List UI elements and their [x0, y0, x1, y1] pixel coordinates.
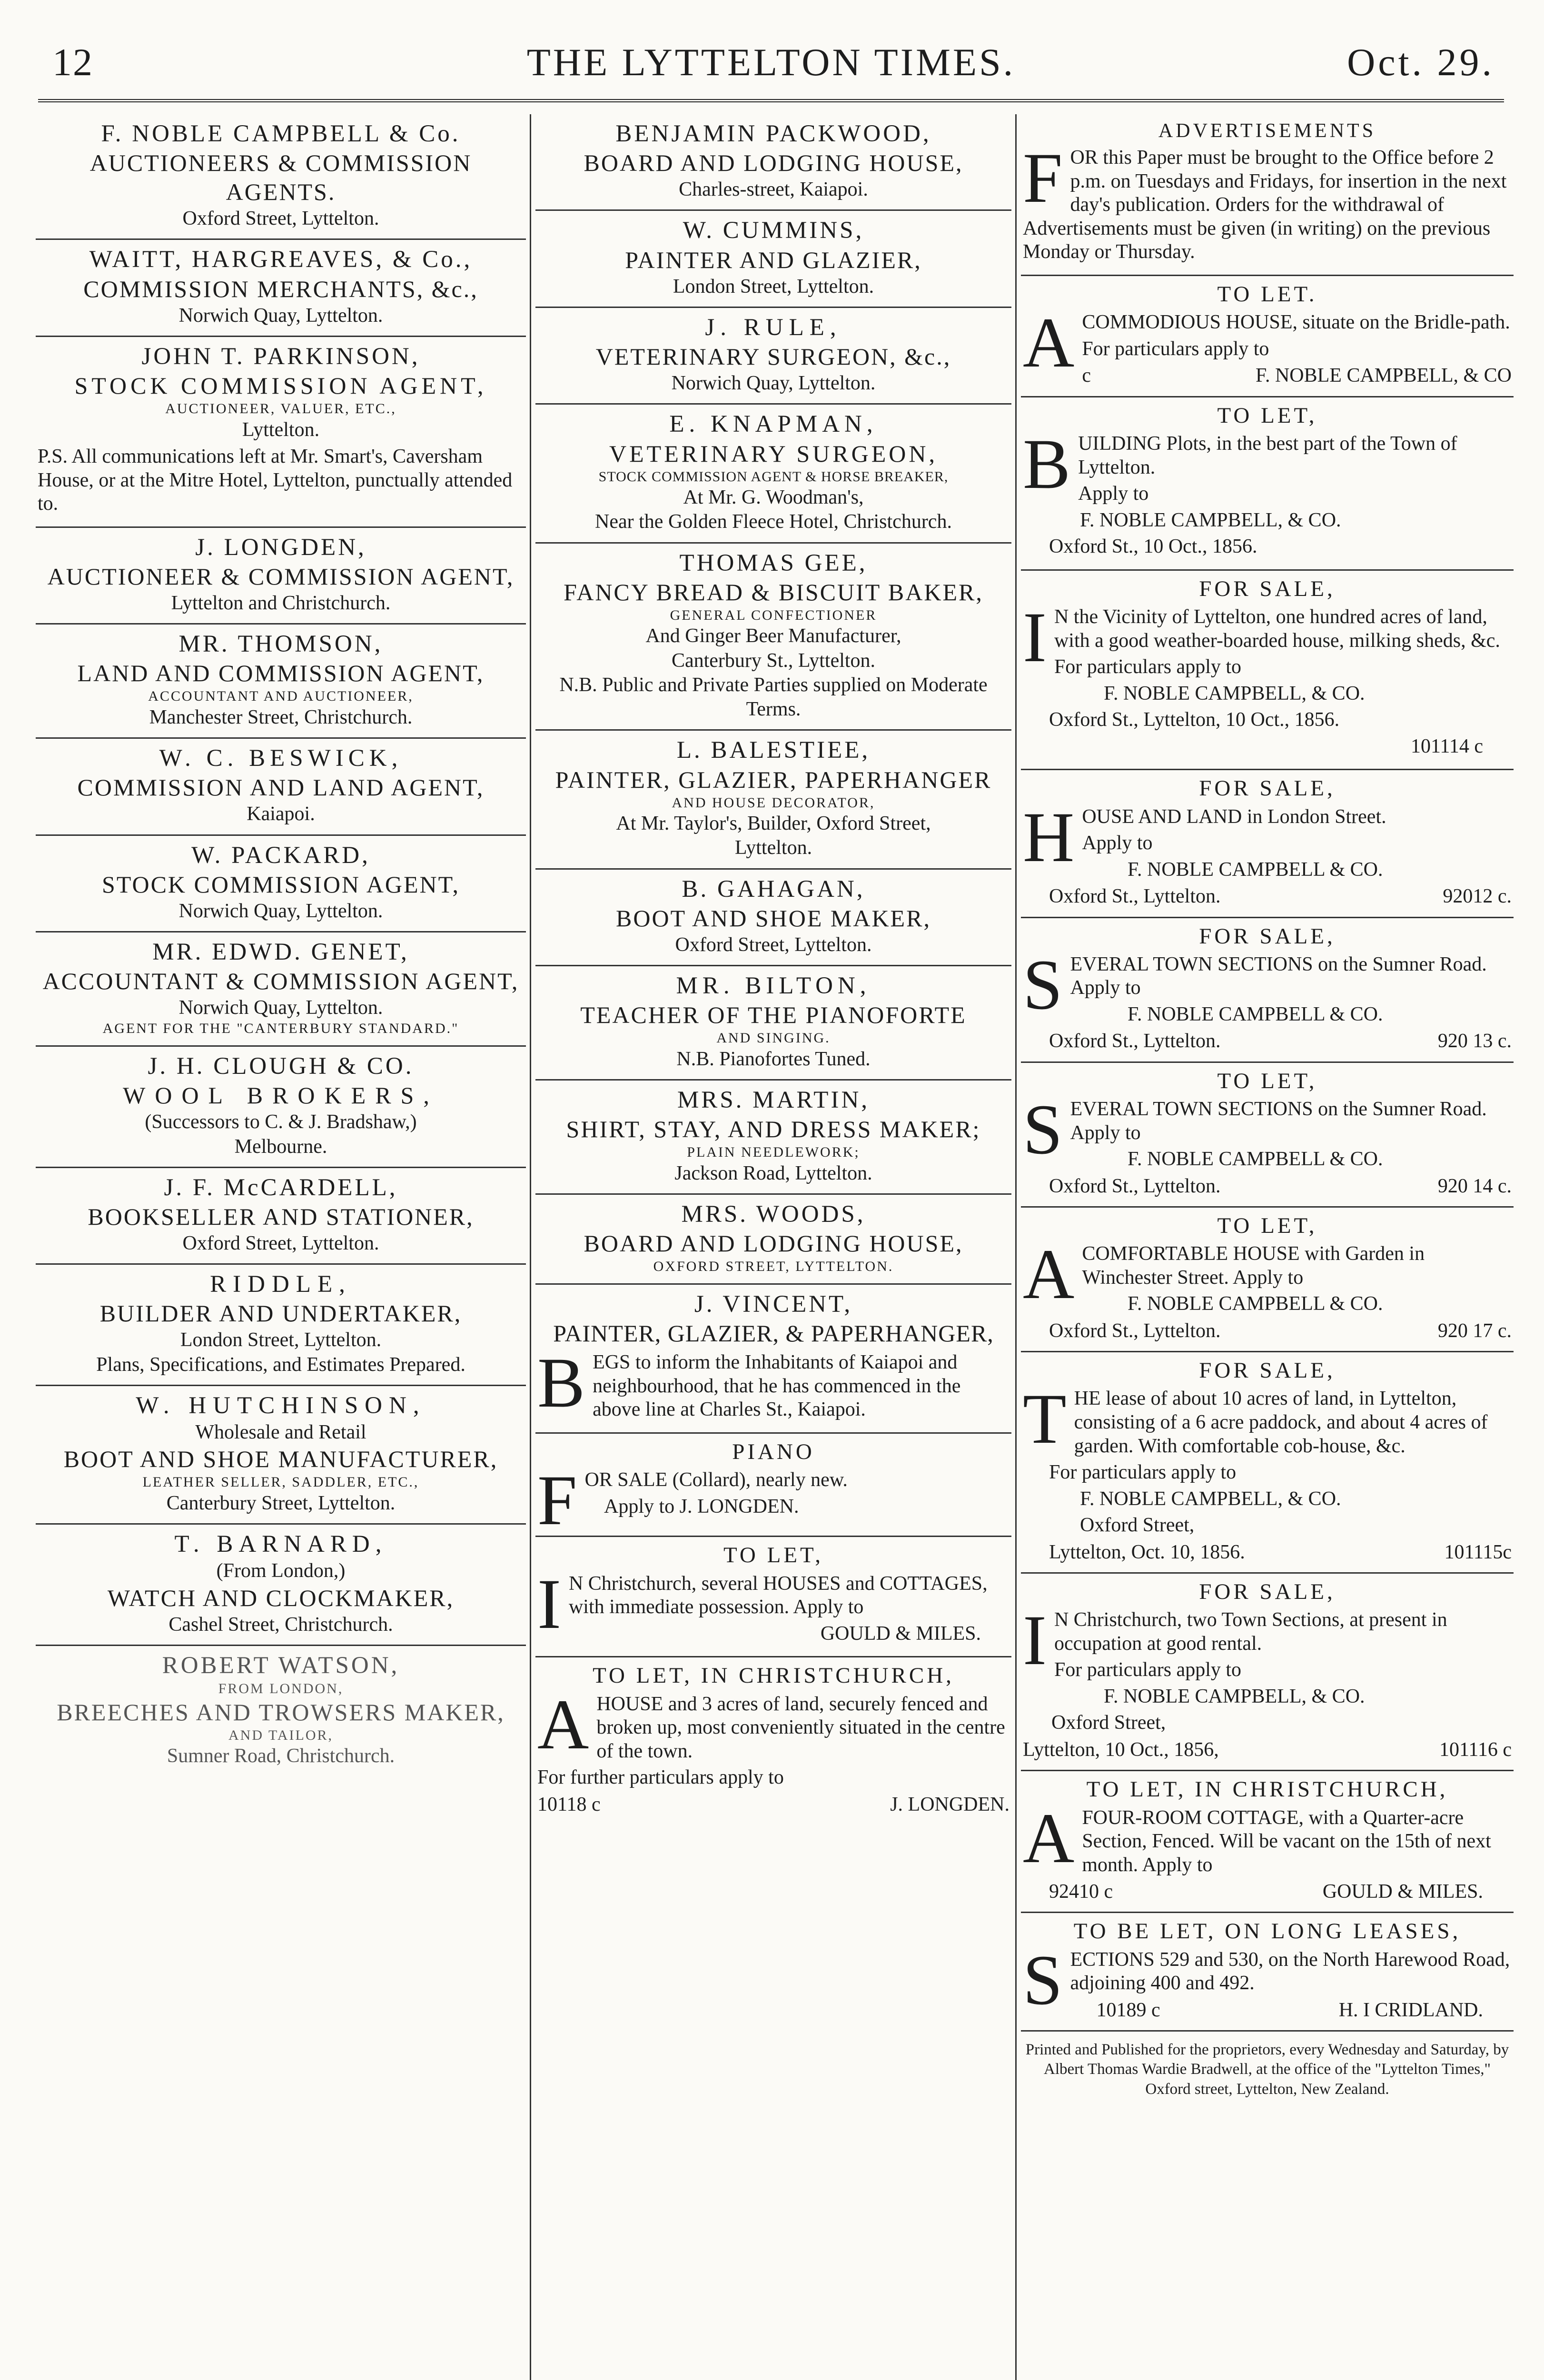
ad-address: Lyttelton, Oct. 10, 1856.	[1049, 1541, 1245, 1563]
column-2	[535, 114, 1011, 2380]
ad-signature: GOULD & MILES.	[1322, 1881, 1483, 1903]
ad-advertisements-notice	[1021, 114, 1514, 276]
ad-reference: 101115c	[1444, 1541, 1512, 1563]
ad-cummins	[535, 211, 1011, 307]
ad-trade: BOOT AND SHOE MAKER,	[616, 904, 931, 932]
ad-trade: BREECHES AND TROWSERS MAKER,	[57, 1698, 505, 1726]
ad-trade: COMMISSION MERCHANTS, &c.,	[83, 275, 478, 302]
ad-name: W. C. BESWICK,	[159, 745, 403, 772]
ad-hutchinson	[36, 1386, 526, 1525]
ad-11	[1021, 1913, 1514, 2032]
ad-signature: F. NOBLE CAMPBELL & CO.	[1128, 1293, 1383, 1315]
ad-trade: ACCOUNTANT & COMMISSION AGENT,	[42, 968, 519, 995]
ad-address: Sumner Road, Christchurch.	[167, 1745, 395, 1767]
ad-signature: F. NOBLE CAMPBELL, & CO	[1255, 365, 1512, 387]
ad-address: London Street, Lyttelton.	[673, 275, 874, 298]
ad-address: Near the Golden Fleece Hotel, Christchurch.	[595, 511, 952, 533]
ad-signature: F. NOBLE CAMPBELL & CO.	[1128, 1148, 1383, 1170]
ad-heading: FOR SALE,	[1199, 576, 1336, 601]
ad-longden	[36, 528, 526, 625]
ad-heading: FOR SALE,	[1199, 1358, 1336, 1383]
ad-signature: F. NOBLE CAMPBELL, & CO.	[1080, 1488, 1341, 1510]
ad-signature: GOULD & MILES.	[820, 1622, 981, 1645]
ad-trade: TEACHER OF THE PIANOFORTE	[580, 1002, 967, 1029]
ad-address: At Mr. G. Woodman's,	[683, 486, 864, 509]
ad-gee	[535, 544, 1011, 731]
drop-cap: S	[1023, 1090, 1063, 1170]
ad-name: L. BALESTIEE,	[676, 737, 871, 764]
ad-body: FOUR-ROOM COTTAGE, with a Quarter-acre Section, Fenced. Will be vacant on the 15th of next month. Apply to	[1082, 1806, 1491, 1876]
ad-address: Norwich Quay, Lyttelton.	[178, 304, 383, 327]
ad-address: Oxford St., Lyttelton.	[1049, 1175, 1221, 1197]
drop-cap: A	[1023, 303, 1075, 383]
ad-reference: 920 14 c.	[1437, 1175, 1512, 1197]
ad-watson	[36, 1646, 526, 1776]
ad-barnard	[36, 1525, 526, 1646]
ad-reference: 920 17 c.	[1437, 1319, 1512, 1342]
ad-riddle	[36, 1265, 526, 1386]
ad-trade: VETERINARY SURGEON, &c.,	[595, 343, 951, 370]
ad-address: Canterbury Street, Lyttelton.	[166, 1492, 396, 1514]
ad-address: Norwich Quay, Lyttelton.	[671, 372, 876, 395]
ad-7	[1021, 1208, 1514, 1352]
ad-name: MR. EDWD. GENET,	[152, 939, 409, 965]
ad-heading: TO LET,	[1217, 403, 1317, 428]
ad-gahagan	[535, 870, 1011, 966]
ad-heading: TO LET, IN CHRISTCHURCH,	[1086, 1777, 1448, 1802]
ad-1	[1021, 276, 1514, 397]
ad-signature: F. NOBLE CAMPBELL, & CO.	[1104, 682, 1365, 704]
imprint-footer: Printed and Published for the proprietors, every Wednesday and Saturday, by Albert Thomas Wardie Bradwell, at the office of the "Lyttelton Times," Oxford street, Lyttelton, New Zealand.	[1025, 2041, 1509, 2098]
ad-name: W. HUTCHINSON,	[136, 1392, 426, 1419]
ad-trade: LAND AND COMMISSION AGENT,	[77, 660, 485, 687]
ad-address: Melbourne.	[234, 1135, 327, 1158]
ad-subtitle: FROM LONDON,	[218, 1681, 344, 1697]
ad-name: J. LONGDEN,	[195, 534, 366, 561]
ad-heading: PIANO	[732, 1439, 815, 1464]
ad-trade: BOOT AND SHOE MANUFACTURER,	[63, 1446, 498, 1473]
column-divider	[530, 114, 531, 2380]
ad-4	[1021, 770, 1514, 918]
ad-address: Oxford St., 10 Oct., 1856.	[1049, 536, 1257, 558]
ad-name: F. NOBLE CAMPBELL & Co.	[101, 120, 461, 147]
ad-name: J. RULE,	[705, 314, 842, 341]
ad-campbell	[36, 114, 526, 240]
ad-address: Canterbury St., Lyttelton.	[671, 649, 876, 672]
issue-date: Oct. 29.	[1347, 40, 1495, 84]
ad-trade: BOARD AND LODGING HOUSE,	[584, 1230, 963, 1257]
drop-cap: H	[1023, 797, 1075, 877]
ad-contact: For particulars apply to	[1054, 656, 1242, 678]
ad-body: N Christchurch, two Town Sections, at present in occupation at good rental.	[1054, 1609, 1447, 1655]
ad-rule	[535, 308, 1011, 405]
ad-thomson	[36, 625, 526, 739]
ad-trade: COMMISSION AND LAND AGENT,	[77, 774, 485, 801]
ad-address: Lyttelton.	[734, 837, 812, 859]
ad-heading: FOR SALE,	[1199, 1579, 1336, 1604]
ad-note: N.B. Pianofortes Tuned.	[676, 1048, 871, 1070]
ad-clough	[36, 1047, 526, 1168]
newspaper-title: THE LYTTELTON TIMES.	[526, 40, 1016, 84]
drop-cap: S	[1023, 1940, 1063, 2020]
ad-reference: 920 13 c.	[1437, 1030, 1512, 1052]
header-rule	[38, 99, 1504, 102]
ad-subtitle: PLAIN NEEDLEWORK;	[687, 1144, 860, 1160]
ad-note: N.B. Public and Private Parties supplied on Moderate Terms.	[559, 674, 988, 721]
column-divider	[1015, 114, 1017, 2380]
ad-reference: 10118 c	[537, 1793, 601, 1815]
ad-10	[1021, 1771, 1514, 1913]
ad-name: B. GAHAGAN,	[682, 875, 865, 902]
ad-contact: For particulars apply to	[1054, 1659, 1242, 1681]
ad-name: E. KNAPMAN,	[669, 411, 878, 438]
ad-body: ECTIONS 529 and 530, on the North Harewood Road, adjoining 400 and 492.	[1070, 1948, 1510, 1994]
ad-body: EGS to inform the Inhabitants of Kaiapoi and neighbourhood, that he has commenced in the above line at Charles St., Kaiapoi.	[593, 1351, 961, 1421]
ad-body: OR SALE (Collard), nearly new.	[584, 1469, 848, 1491]
ad-address: Oxford Street,	[1080, 1514, 1195, 1537]
drop-cap: I	[1023, 1601, 1047, 1680]
ad-heading: TO LET.	[1217, 281, 1317, 307]
ad-piano	[535, 1434, 1011, 1540]
ad-trade: BOOKSELLER AND STATIONER,	[88, 1203, 474, 1230]
ad-reference: c	[1082, 365, 1091, 387]
ad-name: THOMAS GEE,	[679, 549, 868, 576]
ad-3	[1021, 571, 1514, 771]
ad-address: Norwich Quay, Lyttelton.	[178, 900, 383, 922]
ad-address: Kaiapoi.	[247, 803, 315, 825]
ad-reference: 101116 c	[1439, 1739, 1512, 1761]
ad-contact: For particulars apply to	[1082, 337, 1269, 360]
ad-body: HOUSE and 3 acres of land, securely fenced and broken up, most conveniently situated in the centre of the town.	[596, 1693, 1005, 1762]
ad-address: Lyttelton.	[242, 418, 320, 441]
ad-trade: WOOL BROKERS,	[123, 1082, 439, 1109]
ad-address: Oxford St., Lyttelton.	[1049, 1030, 1221, 1052]
ad-body: OR this Paper must be brought to the Office before 2 p.m. on Tuesdays and Fridays, for insertion in the next day's publication. Orders for the withdrawal of Advertisements must be given (in writing) on the previous Monday or Thursday.	[1023, 147, 1507, 263]
ad-address: Oxford St., Lyttelton, 10 Oct., 1856.	[1049, 709, 1340, 731]
ad-subtitle: Wholesale and Retail	[195, 1421, 366, 1444]
ad-balestiee	[535, 731, 1011, 869]
ad-heading: TO BE LET, ON LONG LEASES,	[1073, 1919, 1461, 1944]
ad-waitt	[36, 240, 526, 337]
drop-cap: I	[1023, 598, 1047, 677]
masthead	[38, 40, 1504, 92]
ad-contact: Apply to J. LONGDEN.	[604, 1495, 799, 1517]
ad-subtitle: AUCTIONEER, VALUER, ETC.,	[165, 401, 396, 417]
ad-packwood	[535, 114, 1011, 211]
ad-signature: H. I CRIDLAND.	[1338, 1999, 1483, 2021]
drop-cap: B	[537, 1343, 585, 1423]
ad-signature: F. NOBLE CAMPBELL & CO.	[1128, 858, 1383, 881]
ad-reference: 92012 c.	[1443, 885, 1512, 908]
ad-address: Manchester Street, Christchurch.	[149, 706, 413, 728]
ad-address: At Mr. Taylor's, Builder, Oxford Street,	[616, 813, 931, 835]
drop-cap: I	[537, 1564, 561, 1644]
ad-body: COMMODIOUS HOUSE, situate on the Bridle-path.	[1082, 311, 1510, 334]
ad-trade: BOARD AND LODGING HOUSE,	[584, 149, 963, 177]
ad-note: Plans, Specifications, and Estimates Prepared.	[96, 1353, 465, 1376]
drop-cap: S	[1023, 945, 1063, 1024]
ad-heading: FOR SALE,	[1199, 776, 1336, 801]
ad-address: OXFORD STREET, LYTTELTON.	[653, 1259, 894, 1275]
drop-cap: A	[1023, 1798, 1075, 1878]
ad-contact: Apply to	[1082, 832, 1153, 854]
ad-address: Jackson Road, Lyttelton.	[674, 1162, 872, 1184]
ad-signature: F. NOBLE CAMPBELL & CO.	[1128, 1003, 1383, 1025]
ad-parkinson	[36, 337, 526, 528]
ad-trade: STOCK COMMISSION AGENT,	[102, 871, 460, 898]
ad-trade: PAINTER AND GLAZIER,	[625, 246, 922, 273]
ad-address: Oxford St., Lyttelton.	[1049, 1319, 1221, 1342]
drop-cap: T	[1023, 1379, 1067, 1459]
ad-contact: For particulars apply to	[1049, 1461, 1237, 1484]
ad-reference: 10189 c	[1096, 1999, 1160, 2021]
ad-name: J. F. McCARDELL,	[164, 1174, 398, 1201]
ad-heading: TO LET,	[1217, 1068, 1317, 1093]
ad-address: Oxford Street,	[1051, 1712, 1166, 1734]
ad-body: EVERAL TOWN SECTIONS on the Sumner Road. Apply to	[1070, 1098, 1487, 1144]
ad-reference: 92410 c	[1049, 1881, 1113, 1903]
ad-address: Oxford St., Lyttelton.	[1049, 885, 1221, 908]
ad-heading: TO LET,	[723, 1543, 823, 1568]
ad-signature: F. NOBLE CAMPBELL, & CO.	[1080, 509, 1341, 531]
drop-cap: A	[537, 1685, 589, 1764]
ad-address: And Ginger Beer Manufacturer,	[645, 625, 901, 647]
ad-9	[1021, 1574, 1514, 1771]
drop-cap: F	[537, 1461, 577, 1540]
ad-name: J. H. CLOUGH & CO.	[148, 1053, 414, 1080]
ad-name: MR. THOMSON,	[178, 631, 383, 658]
ad-address: Cashel Street, Christchurch.	[168, 1613, 393, 1636]
ad-bilton	[535, 966, 1011, 1081]
ad-subtitle: AND HOUSE DECORATOR,	[672, 794, 875, 811]
ad-body: OUSE AND LAND in London Street.	[1082, 805, 1386, 828]
ad-name: WAITT, HARGREAVES, & Co.,	[89, 246, 473, 273]
ad-address: Norwich Quay, Lyttelton.	[178, 997, 383, 1019]
ad-beswick	[36, 739, 526, 835]
ad-body: HE lease of about 10 acres of land, in Lyttelton, consisting of a 6 acre paddock, and about 4 acres of garden. With comfortable cob-house, &c.	[1074, 1388, 1488, 1457]
ad-name: W. PACKARD,	[191, 842, 370, 869]
ad-trade: STOCK COMMISSION AGENT,	[74, 372, 487, 399]
ad-heading: ADVERTISEMENTS	[1158, 120, 1376, 142]
ad-name: MRS. WOODS,	[681, 1201, 866, 1228]
ad-subtitle: LEATHER SELLER, SADDLER, ETC.,	[142, 1474, 419, 1490]
ad-heading: FOR SALE,	[1199, 923, 1336, 949]
ad-name: JOHN T. PARKINSON,	[141, 343, 420, 370]
ad-name: T. BARNARD,	[174, 1531, 387, 1558]
ad-trade: WATCH AND CLOCKMAKER,	[107, 1584, 455, 1611]
ad-address: Lyttelton, 10 Oct., 1856,	[1023, 1739, 1219, 1761]
column-1	[36, 114, 526, 2380]
ad-note: P.S. All communications left at Mr. Smart's, Caversham House, or at the Mitre Hotel, Lyttelton, punctually attended to.	[38, 445, 513, 515]
ad-body: N Christchurch, several HOUSES and COTTAGES, with immediate possession. Apply to	[568, 1572, 988, 1618]
ad-subtitle: (From London,)	[216, 1560, 346, 1582]
ad-name: ROBERT WATSON,	[162, 1652, 400, 1679]
ad-5	[1021, 918, 1514, 1063]
ad-trade: PAINTER, GLAZIER, PAPERHANGER	[555, 766, 992, 793]
ad-knapman	[535, 405, 1011, 543]
ad-subtitle: AGENT FOR THE "CANTERBURY STANDARD."	[102, 1021, 459, 1037]
ad-subtitle: ACCOUNTANT AND AUCTIONEER,	[148, 688, 414, 704]
ad-martin	[535, 1081, 1011, 1195]
drop-cap: A	[1023, 1235, 1075, 1314]
ad-address: London Street, Lyttelton.	[180, 1329, 382, 1351]
ad-vincent	[535, 1285, 1011, 1434]
ad-subtitle: GENERAL CONFECTIONER	[670, 607, 877, 623]
ad-trade: BUILDER AND UNDERTAKER,	[99, 1300, 462, 1327]
ad-tolet-christchurch	[535, 1657, 1011, 1825]
ad-subtitle: AND TAILOR,	[228, 1727, 334, 1743]
ad-6	[1021, 1063, 1514, 1208]
ad-genet	[36, 932, 526, 1047]
ad-signature: J. LONGDEN.	[890, 1793, 1010, 1815]
ad-trade: PAINTER, GLAZIER, & PAPERHANGER,	[553, 1320, 994, 1347]
ad-reference: 101114 c	[1410, 735, 1483, 757]
ad-address: Charles-street, Kaiapoi.	[679, 178, 868, 201]
ad-tolet-houses	[535, 1537, 1011, 1657]
ad-mccardell	[36, 1168, 526, 1265]
ad-trade: AUCTIONEERS & COMMISSION AGENTS.	[89, 149, 472, 206]
ad-name: W. CUMMINS,	[683, 217, 864, 244]
ad-heading: TO LET,	[1217, 1213, 1317, 1238]
ad-heading: TO LET, IN CHRISTCHURCH,	[593, 1663, 954, 1688]
ad-subtitle: AND SINGING.	[716, 1030, 831, 1046]
ad-body: UILDING Plots, in the best part of the Town of Lyttelton.	[1078, 432, 1457, 478]
ad-address: Oxford Street, Lyttelton.	[182, 208, 379, 230]
ad-signature: F. NOBLE CAMPBELL, & CO.	[1104, 1685, 1365, 1707]
ad-name: MR. BILTON,	[676, 972, 871, 1000]
page-number: 12	[52, 40, 93, 84]
ad-subtitle: STOCK COMMISSION AGENT & HORSE BREAKER,	[598, 468, 949, 485]
ad-trade: AUCTIONEER & COMMISSION AGENT,	[47, 563, 515, 590]
drop-cap: B	[1023, 424, 1071, 504]
ad-trade: FANCY BREAD & BISCUIT BAKER,	[564, 578, 983, 605]
ad-trade: VETERINARY SURGEON,	[609, 440, 938, 467]
ad-body: COMFORTABLE HOUSE with Garden in Winchester Street. Apply to	[1082, 1243, 1425, 1289]
ad-name: RIDDLE,	[210, 1271, 352, 1298]
ad-contact: Apply to	[1078, 483, 1149, 505]
ad-name: MRS. MARTIN,	[677, 1087, 870, 1114]
column-3	[1021, 114, 1514, 2380]
ad-name: J. VINCENT,	[694, 1291, 853, 1318]
ad-body: EVERAL TOWN SECTIONS on the Sumner Road. Apply to	[1070, 953, 1487, 999]
ad-contact: For further particulars apply to	[537, 1766, 784, 1789]
ad-trade: SHIRT, STAY, AND DRESS MAKER;	[566, 1116, 981, 1143]
ad-2	[1021, 397, 1514, 571]
ad-packard	[36, 836, 526, 932]
ad-name: BENJAMIN PACKWOOD,	[615, 120, 931, 147]
ad-address: (Successors to C. & J. Bradshaw,)	[145, 1111, 417, 1133]
ad-address: Lyttelton and Christchurch.	[171, 592, 391, 614]
ad-body: N the Vicinity of Lyttelton, one hundred acres of land, with a good weather-boarded house, milking sheds, &c.	[1054, 606, 1500, 652]
drop-cap: F	[1023, 139, 1063, 218]
ad-woods	[535, 1195, 1011, 1285]
ad-8	[1021, 1352, 1514, 1574]
ad-address: Oxford Street, Lyttelton.	[675, 933, 872, 956]
ad-address: Oxford Street, Lyttelton.	[182, 1232, 379, 1254]
